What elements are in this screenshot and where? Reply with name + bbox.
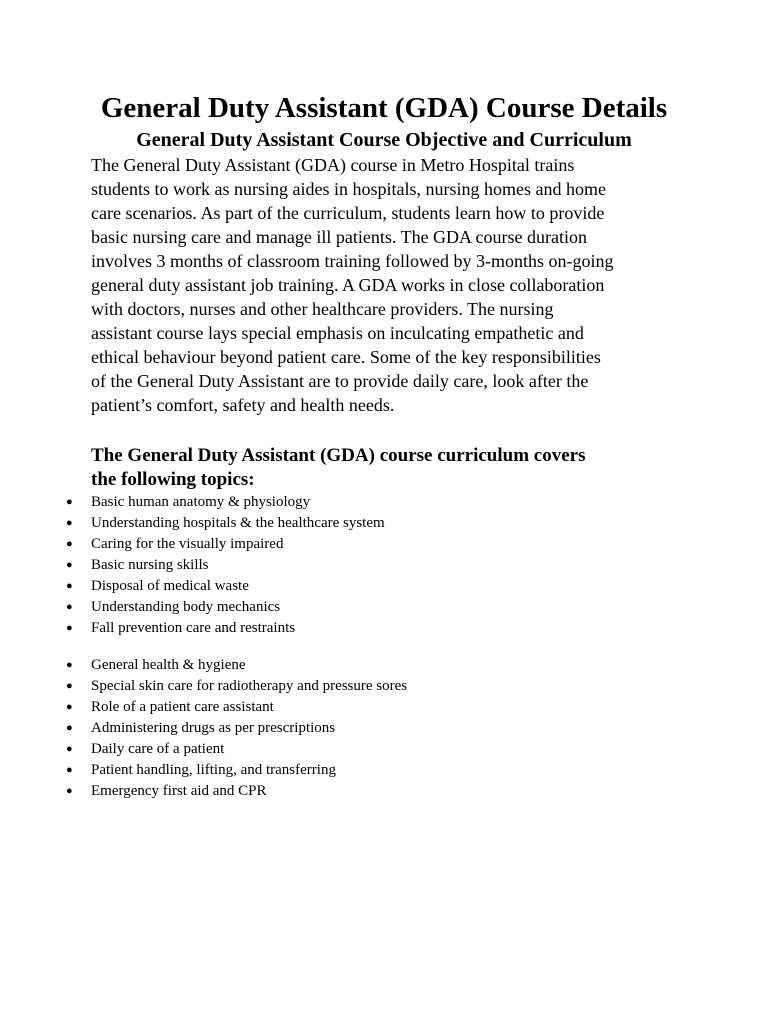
- list-item-label: General health & hygiene: [91, 657, 246, 673]
- list-item: [0, 576, 768, 597]
- topics-heading-line: The General Duty Assistant (GDA) course curriculum covers: [91, 445, 586, 466]
- list-item: [0, 513, 768, 534]
- list-item: [0, 781, 768, 802]
- bullet-icon: ●: [66, 496, 73, 508]
- intro-line: care scenarios. As part of the curriculum, students learn how to provide: [91, 203, 605, 223]
- list-item: [0, 655, 768, 676]
- list-item-label: Special skin care for radiotherapy and pressure sores: [91, 678, 408, 694]
- intro-line: of the General Duty Assistant are to provide daily care, look after the: [91, 371, 589, 391]
- list-item: [0, 739, 768, 760]
- topics-heading-line: the following topics:: [91, 469, 255, 490]
- list-item: [0, 618, 768, 639]
- list-item: [0, 697, 768, 718]
- intro-line: assistant course lays special emphasis on inculcating empathetic and: [91, 323, 584, 343]
- bullet-icon: ●: [66, 580, 73, 592]
- list-item-label: Emergency first aid and CPR: [91, 783, 267, 799]
- bullet-icon: ●: [66, 517, 73, 529]
- topic-list-1: [0, 492, 768, 639]
- intro-line: involves 3 months of classroom training followed by 3-months on-going: [91, 251, 614, 271]
- list-item-label: Basic nursing skills: [91, 557, 209, 573]
- list-item: [0, 718, 768, 739]
- bullet-icon: ●: [66, 743, 73, 755]
- list-item-label: Basic human anatomy & physiology: [91, 494, 311, 510]
- list-item-label: Understanding body mechanics: [91, 599, 281, 615]
- document-title: General Duty Assistant (GDA) Course Details: [100, 92, 668, 124]
- bullet-icon: ●: [66, 622, 73, 634]
- intro-line: ethical behaviour beyond patient care. Some of the key responsibilities: [91, 347, 601, 367]
- list-item-label: Administering drugs as per prescriptions: [91, 720, 336, 736]
- list-item-label: Caring for the visually impaired: [91, 536, 284, 552]
- list-item-label: Understanding hospitals & the healthcare system: [91, 515, 385, 531]
- topic-list-2: [0, 655, 768, 802]
- intro-line: with doctors, nurses and other healthcare providers. The nursing: [91, 299, 554, 319]
- intro-line: basic nursing care and manage ill patients. The GDA course duration: [91, 227, 588, 247]
- intro-line: patient’s comfort, safety and health needs.: [91, 395, 395, 415]
- document-subtitle: General Duty Assistant Course Objective and Curriculum: [136, 129, 632, 151]
- list-item: [0, 555, 768, 576]
- intro-line: students to work as nursing aides in hospitals, nursing homes and home: [91, 179, 606, 199]
- list-item-label: Fall prevention care and restraints: [91, 620, 296, 636]
- list-item: [0, 676, 768, 697]
- intro-line: general duty assistant job training. A GDA works in close collaboration: [91, 275, 605, 295]
- list-item: [0, 534, 768, 555]
- list-item: [0, 492, 768, 513]
- bullet-icon: ●: [66, 701, 73, 713]
- bullet-icon: ●: [66, 538, 73, 550]
- list-item: [0, 760, 768, 781]
- bullet-icon: ●: [66, 680, 73, 692]
- list-item: [0, 597, 768, 618]
- list-item-label: Disposal of medical waste: [91, 578, 249, 594]
- bullet-icon: ●: [66, 601, 73, 613]
- list-item-label: Patient handling, lifting, and transferring: [91, 762, 336, 778]
- bullet-icon: ●: [66, 659, 73, 671]
- bullet-icon: ●: [66, 785, 73, 797]
- intro-paragraph: [91, 153, 691, 417]
- list-item-label: Role of a patient care assistant: [91, 699, 274, 715]
- bullet-icon: ●: [66, 764, 73, 776]
- topics-heading: [91, 444, 711, 492]
- intro-line: The General Duty Assistant (GDA) course in Metro Hospital trains: [91, 155, 575, 175]
- bullet-icon: ●: [66, 722, 73, 734]
- list-item-label: Daily care of a patient: [91, 741, 225, 757]
- bullet-icon: ●: [66, 559, 73, 571]
